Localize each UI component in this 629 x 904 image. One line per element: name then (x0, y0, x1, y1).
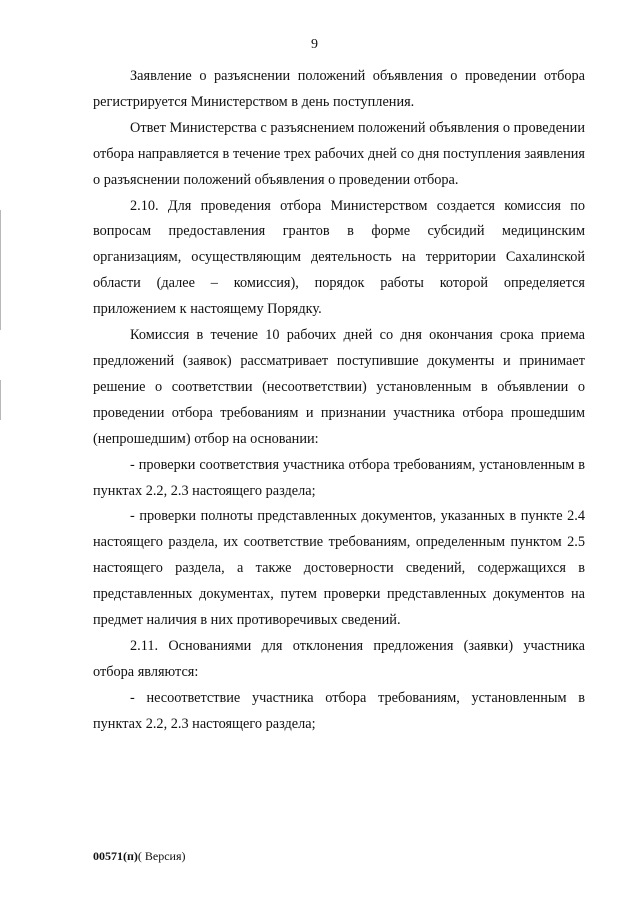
list-item: - несоответствие участника отбора требованиям, установленным в пунктах 2.2, 2.3 настоящего раздела; (93, 689, 585, 732)
paragraph: Комиссия в течение 10 рабочих дней со дня окончания срока приема предложений (заявок) рассматривает поступившие документы и принимает решение о соответствии (несоответствии) установленным в объявлении о проведении отбора требованиям и признании участника отбора прошедшим (непрошедшим) отбор на основании: (93, 327, 585, 447)
paragraph-section-2-10: 2.10. Для проведения отбора Министерством создается комиссия по вопросам предоставления грантов в форме субсидий медицинским организациям, осуществляющим деятельность на территории Сахалинской области (далее – комиссия), порядок работы которой определяется приложением к настоящему Порядку. (93, 197, 585, 318)
paragraph: Заявление о разъяснении положений объявления о проведении отбора регистрируется Министерством в день поступления. (93, 68, 585, 110)
document-code: 00571(п) (93, 849, 138, 863)
document-version: ( Версия) (137, 849, 186, 863)
scan-edge-mark (0, 210, 1, 330)
document-body (93, 64, 585, 738)
list-item: - проверки полноты представленных документов, указанных в пункте 2.4 настоящего раздела, их соответствие требованиям, определенным пунктом 2.5 настоящего раздела, а также достоверности сведений, содержащихся в представленных документах, путем проверки представленных документов на предмет наличия в них противоречивых сведений. (93, 508, 585, 629)
scan-edge-mark (0, 380, 1, 420)
paragraph: Ответ Министерства с разъяснением положений объявления о проведении отбора направляется в течение трех рабочих дней со дня поступления заявления о разъяснении положений объявления о проведении отбора. (93, 119, 585, 188)
list-item: - проверки соответствия участника отбора требованиям, установленным в пунктах 2.2, 2.3 настоящего раздела; (93, 456, 585, 499)
document-footer (93, 848, 186, 864)
paragraph-section-2-11: 2.11. Основаниями для отклонения предложения (заявки) участника отбора являются: (93, 637, 585, 680)
page-number: 9 (311, 37, 318, 52)
